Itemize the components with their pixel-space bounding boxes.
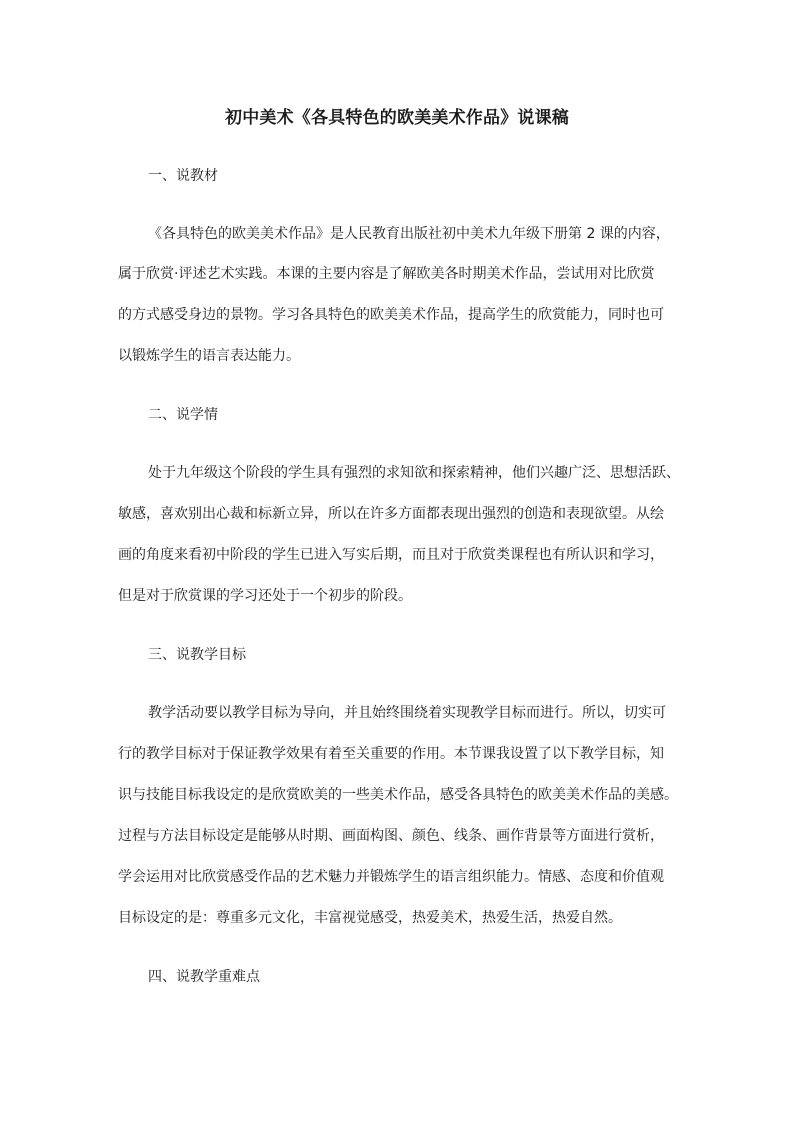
paragraph-line: 画的角度来看初中阶段的学生已进入写实后期，而且对于欣赏类课程也有所认识和学习，	[118, 547, 664, 563]
paragraph-line: 属于欣赏·评述艺术实践。本课的主要内容是了解欧美各时期美术作品，尝试用对比欣赏	[118, 266, 655, 282]
paragraph-line: 学会运用对比欣赏感受作品的艺术魅力并锻炼学生的语言组织能力。情感、态度和价值观	[118, 869, 664, 885]
section-heading-objectives: 三、说教学目标	[148, 647, 246, 663]
section-heading-key-points: 四、说教学重难点	[148, 969, 260, 985]
paragraph-line: 过程与方法目标设定是能够从时期、画面构图、颜色、线条、画作背景等方面进行赏析，	[118, 828, 664, 844]
paragraph-line: 教学活动要以教学目标为导向，并且始终围绕着实现教学目标而进行。所以，切实可	[148, 705, 666, 721]
paragraph-line: 目标设定的是：尊重多元文化，丰富视觉感受，热爱美术，热爱生活，热爱自然。	[118, 910, 622, 926]
document-title: 初中美术《各具特色的欧美美术作品》说课稿	[225, 108, 569, 128]
section-heading-textbook: 一、说教材	[148, 168, 218, 184]
paragraph-line: 行的教学目标对于保证教学效果有着至关重要的作用。本节课我设置了以下教学目标，知	[118, 746, 664, 762]
paragraph-line: 但是对于欣赏课的学习还处于一个初步的阶段。	[118, 588, 412, 604]
paragraph-line: 处于九年级这个阶段的学生具有强烈的求知欲和探索精神，他们兴趣广泛、思想活跃、	[148, 465, 680, 481]
paragraph-line: 的方式感受身边的景物。学习各具特色的欧美美术作品，提高学生的欣赏能力，同时也可	[118, 307, 664, 323]
paragraph-line: 识与技能目标我设定的是欣赏欧美的一些美术作品，感受各具特色的欧美美术作品的美感。	[118, 787, 678, 803]
paragraph-line: 敏感，喜欢别出心裁和标新立异，所以在许多方面都表现出强烈的创造和表现欲望。从绘	[118, 506, 664, 522]
paragraph-line: 以锻炼学生的语言表达能力。	[118, 348, 300, 364]
paragraph-line: 《各具特色的欧美美术作品》是人民教育出版社初中美术九年级下册第 2 课的内容，	[148, 226, 670, 242]
section-heading-students: 二、说学情	[148, 407, 218, 423]
